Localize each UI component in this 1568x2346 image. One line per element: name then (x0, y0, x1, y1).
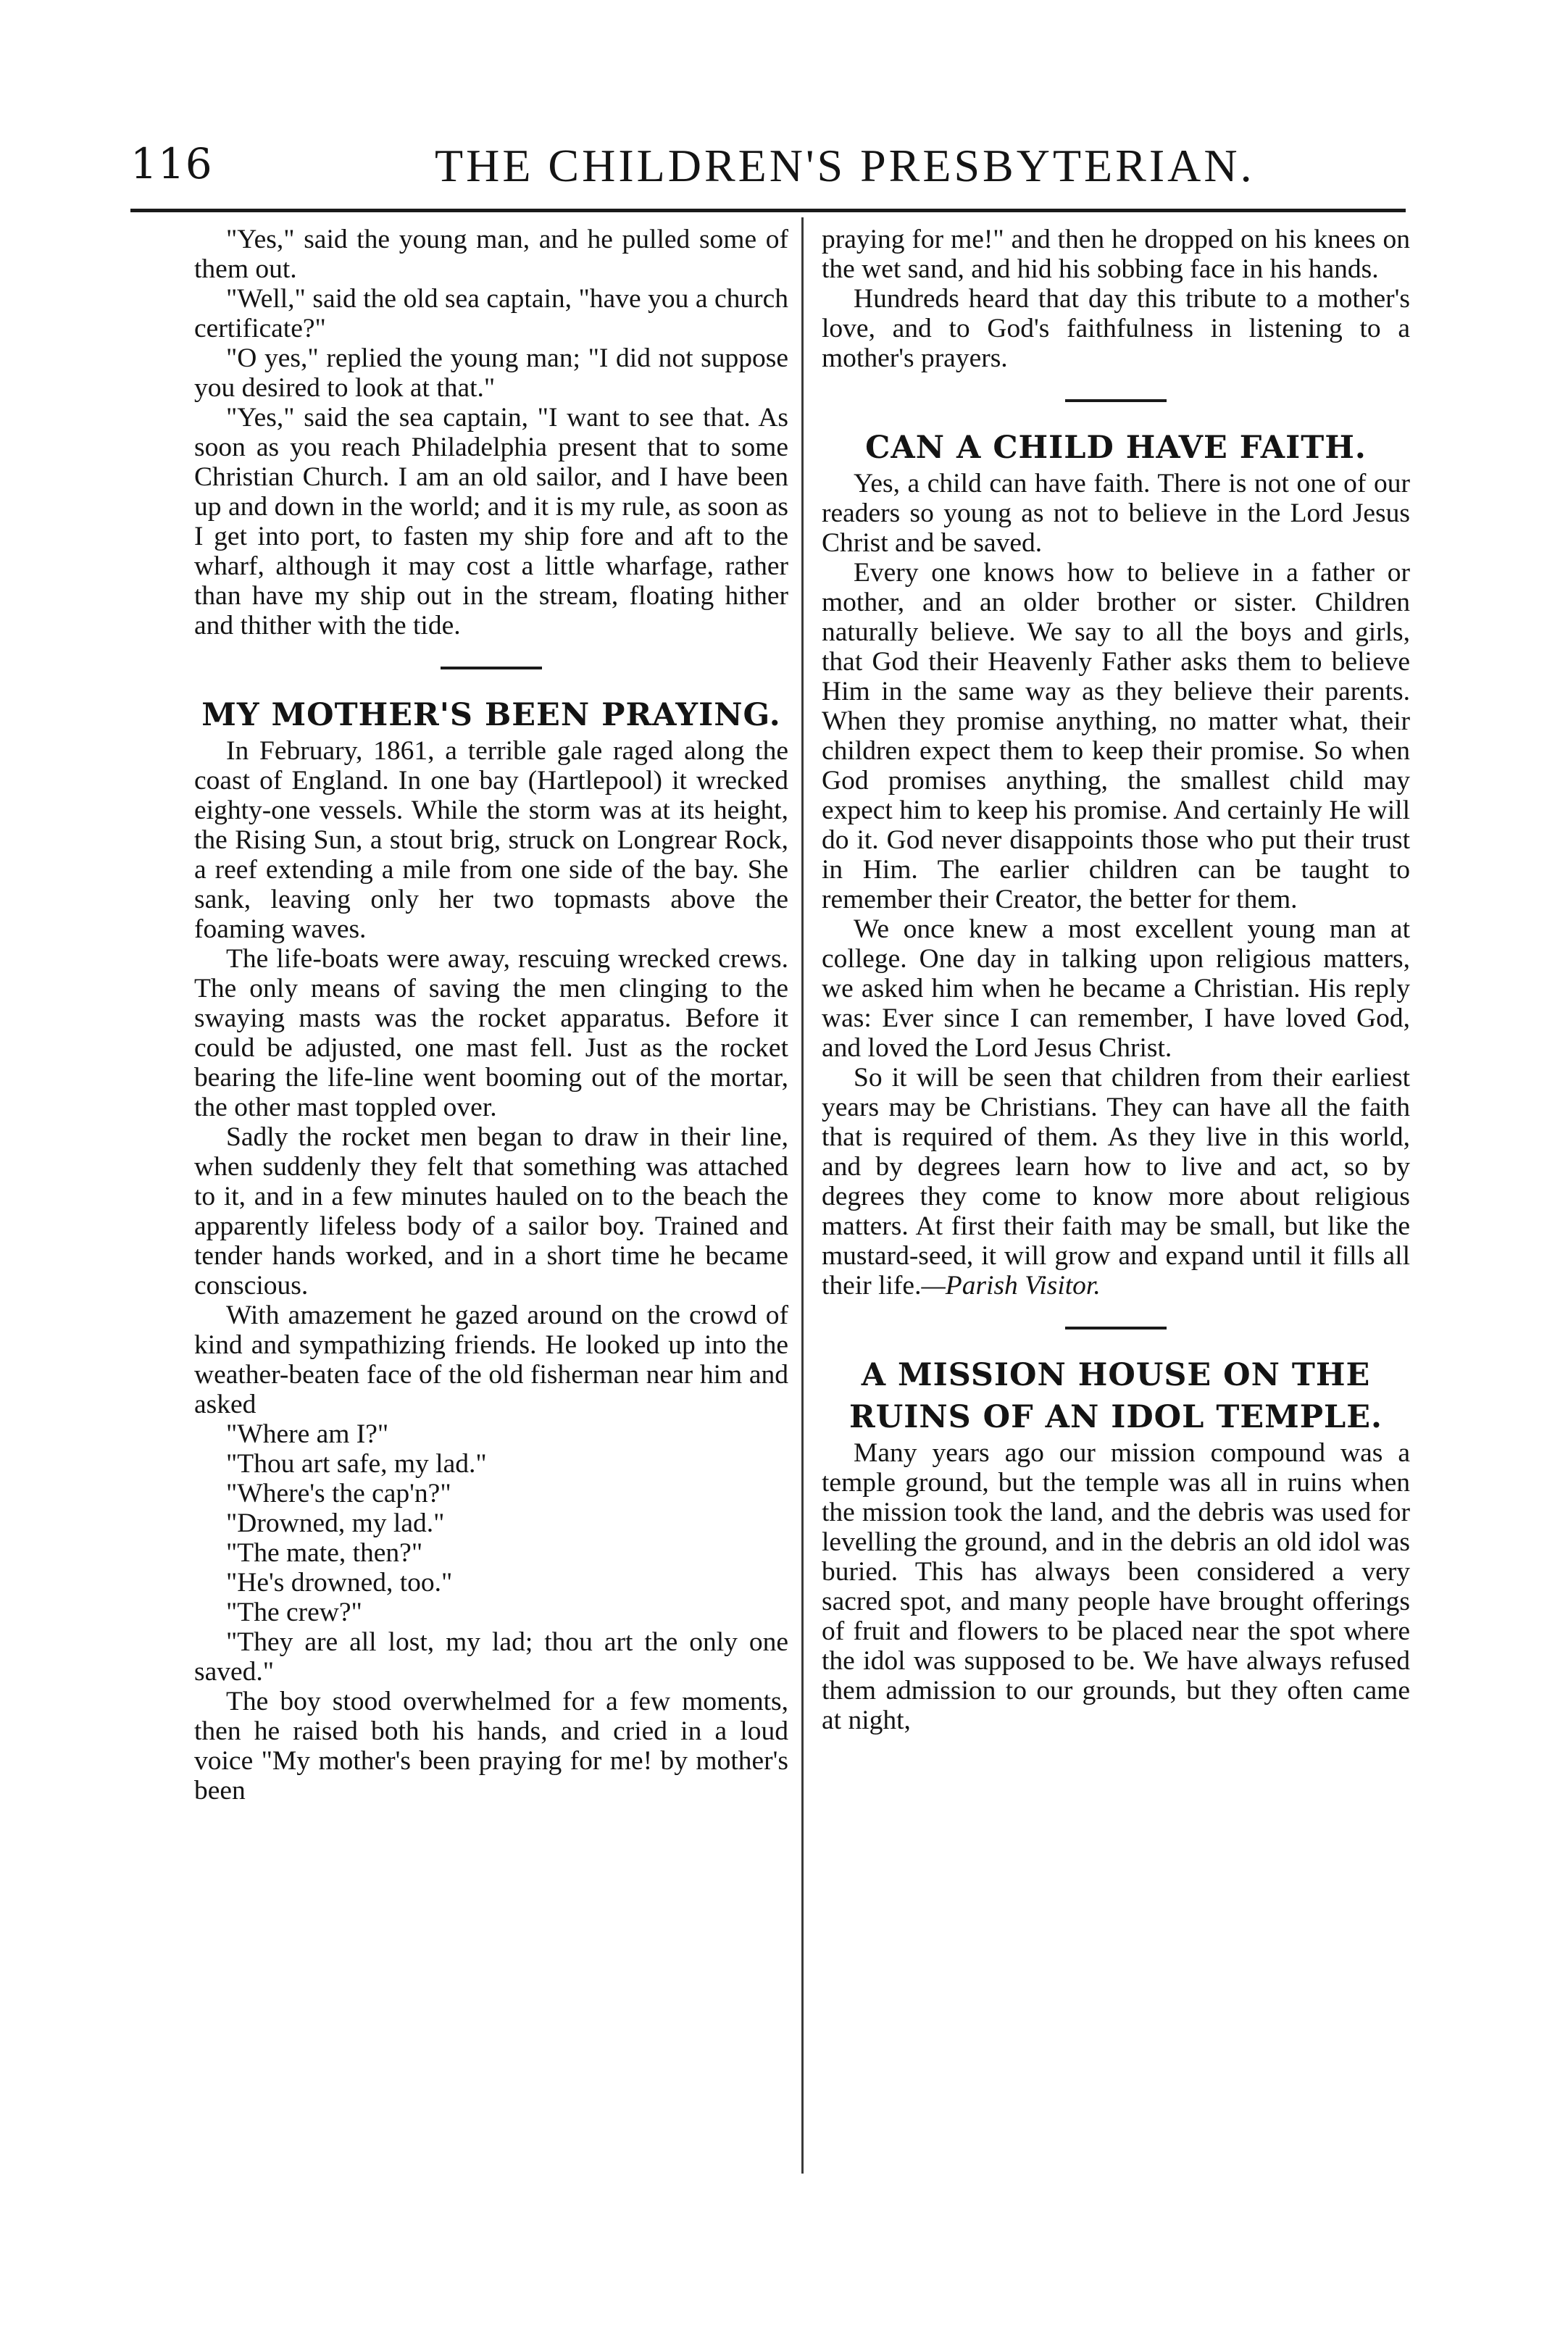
page-number: 116 (130, 139, 213, 188)
left-column (194, 225, 788, 1806)
attribution: —Parish Visitor. (921, 1271, 1101, 1301)
paragraph: In February, 1861, a terrible gale raged along the coast of England. In one bay (Hartlepool) it wrecked eighty-one vessels. While the storm was at its height, the Rising Sun, a stout brig, struck on Longrear Rock, a reef extending a mile from one side of the bay. She sank, leaving only her two topmasts above the foaming waves. (194, 736, 788, 944)
article-title: MY MOTHER'S BEEN PRAYING. (201, 697, 781, 733)
paragraph: "O yes," replied the young man; "I did not suppose you desired to look at that." (194, 343, 788, 403)
dialogue-line: "They are all lost, my lad; thou art the only one saved." (194, 1627, 788, 1687)
article-title: A MISSION HOUSE ON THE RUINS OF AN IDOL TEMPLE. (848, 1357, 1383, 1435)
paragraph: The life-boats were away, rescuing wrecked crews. The only means of saving the men clinging to the swaying masts was the rocket apparatus. Before it could be adjusted, one mast fell. Just as the rocket bearing the life-line went booming out of the mortar, the other mast toppled over. (194, 944, 788, 1122)
section-rule (441, 667, 542, 669)
paragraph: "Well," said the old sea captain, "have you a church certificate?" (194, 284, 788, 343)
paragraph: With amazement he gazed around on the crowd of kind and sympathizing friends. He looked up into the weather-beaten face of the old fisherman near him and asked (194, 1301, 788, 1419)
paragraph (822, 1063, 1410, 1301)
paragraph: Many years ago our mission compound was a temple ground, but the temple was all in ruins when the mission took the land, and the debris was used for levelling the ground, and in the debris an old idol was buried. This has always been considered a very sacred spot, and many people have brought offerings of fruit and flowers to be placed near the spot where the idol was supposed to be. We have always refused them admission to our grounds, but they often came at night, (822, 1438, 1410, 1735)
dialogue-line: "Where's the cap'n?" (226, 1479, 451, 1508)
dialogue-line: "The crew?" (226, 1598, 362, 1627)
paragraph: "Yes," said the sea captain, "I want to see that. As soon as you reach Philadelphia present that to some Christian Church. I am an old sailor, and I have been up and down in the world; and it is my rule, as soon as I get into port, to fasten my ship fore and aft to the wharf, although it may cost a little wharfage, rather than have my ship out in the stream, floating hither and thither with the tide. (194, 403, 788, 640)
journal-title: THE CHILDREN'S PRESBYTERIAN. (435, 140, 1255, 191)
article-title: CAN A CHILD HAVE FAITH. (865, 430, 1367, 466)
paragraph: We once knew a most excellent young man at college. One day in talking upon religious matters, we asked him when he became a Christian. His reply was: Ever since I can remember, I have loved God, and loved the Lord Jesus Christ. (822, 914, 1410, 1063)
paragraph-text: So it will be seen that children from their earliest years may be Christians. They can have all the faith that is required of them. As they live in this world, and by degrees learn how to live and act, so by degrees they come to know more about religious matters. At first their faith may be small, but like the mustard-seed, it will grow and expand until it fills all their life. (822, 1063, 1410, 1301)
paragraph: Sadly the rocket men began to draw in their line, when suddenly they felt that something was attached to it, and in a few minutes hauled on to the beach the apparently lifeless body of a sailor boy. Trained and tender hands worked, and in a short time he became conscious. (194, 1122, 788, 1301)
right-column (822, 225, 1410, 1735)
section-rule (1065, 1327, 1167, 1329)
page-header (130, 123, 1406, 210)
dialogue-line: "He's drowned, too." (226, 1568, 453, 1598)
paragraph: Every one knows how to believe in a father or mother, and an older brother or sister. Children naturally believe. We say to all the boys and girls, that God their Heavenly Father asks them to believe Him in the same way as they believe their parents. When they promise anything, no matter what, their children expect them to keep their promise. So when God promises anything, the smallest child may expect him to keep his promise. And certainly He will do it. God never disappoints those who put their trust in Him. The earlier children can be taught to remember their Creator, the better for them. (822, 558, 1410, 914)
header-rule (130, 209, 1406, 212)
dialogue-line: "Drowned, my lad." (226, 1508, 445, 1538)
paragraph: The boy stood overwhelmed for a few moments, then he raised both his hands, and cried in a loud voice "My mother's been praying for me! by mother's been (194, 1687, 788, 1806)
paragraph: Hundreds heard that day this tribute to a mother's love, and to God's faithfulness in listening to a mother's prayers. (822, 284, 1410, 373)
paragraph: Yes, a child can have faith. There is not one of our readers so young as not to believe in the Lord Jesus Christ and be saved. (822, 469, 1410, 558)
column-divider (801, 217, 804, 2174)
paragraph: praying for me!" and then he dropped on his knees on the wet sand, and hid his sobbing face in his hands. (822, 225, 1410, 284)
paragraph: "Yes," said the young man, and he pulled some of them out. (194, 225, 788, 284)
section-rule (1065, 399, 1167, 402)
dialogue-line: "Where am I?" (226, 1419, 389, 1449)
dialogue-line: "Thou art safe, my lad." (226, 1449, 487, 1479)
dialogue-line: "The mate, then?" (226, 1538, 423, 1568)
